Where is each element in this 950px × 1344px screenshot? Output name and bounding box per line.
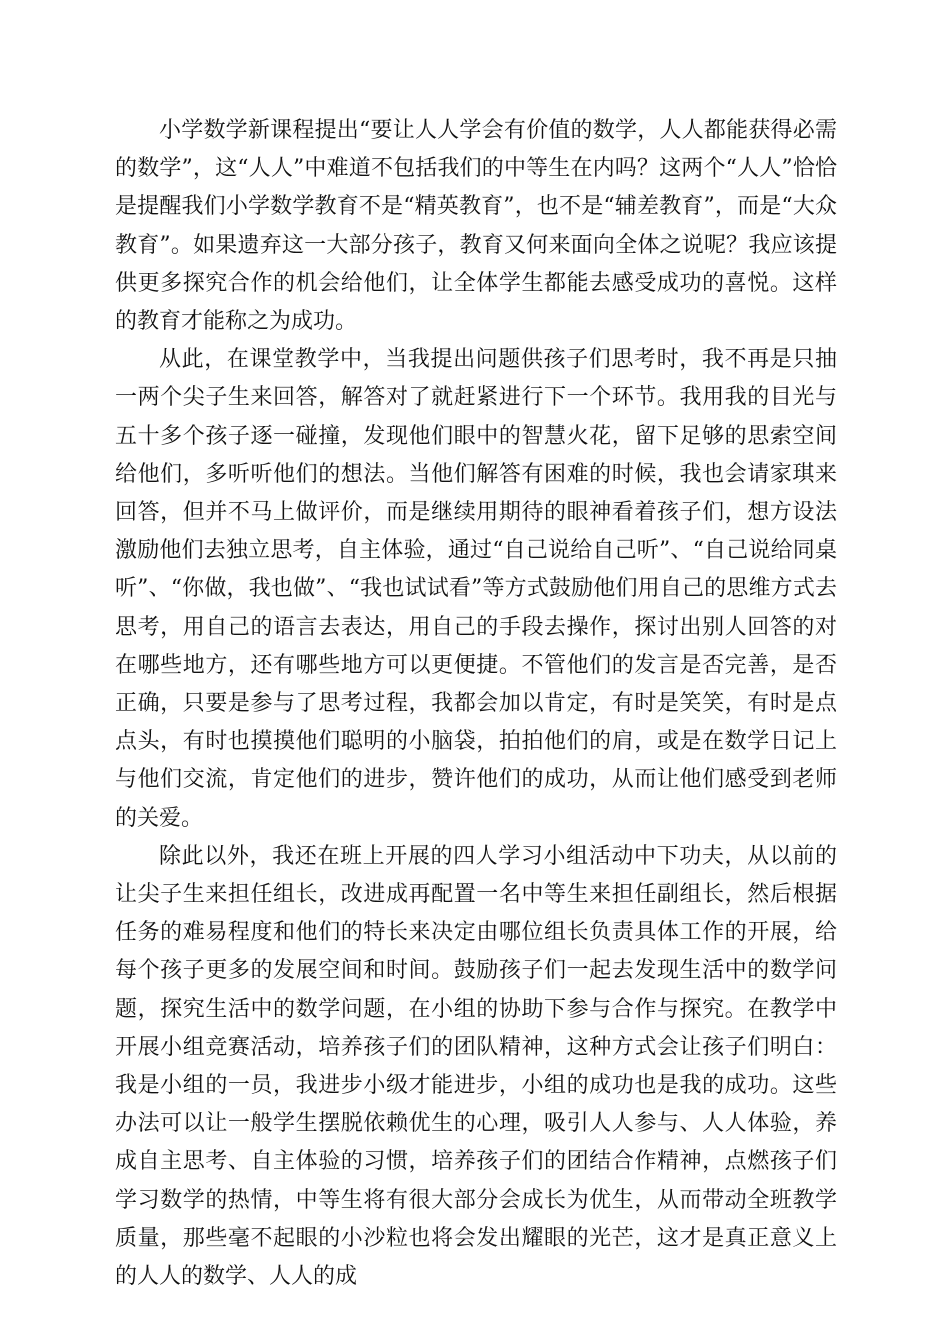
paragraph-2: 从此，在课堂教学中，当我提出问题供孩子们思考时，我不再是只抽一两个尖子生来回答，解答对了就赶紧进行下一个环节。我用我的目光与五十多个孩子逐一碰撞，发现他们眼中的智慧火花，留下足够的思索空间给他们，多听听他们的想法。当他们解答有困难的时候，我也会请家琪来回答，但并不马上做评价，而是继续用期待的眼神看着孩子们，想方设法激励他们去独立思考，自主体验，通过“自己说给自己听”、“自己说给同桌听”、“你做，我也做”、“我也试试看”等方式鼓励他们用自己的思维方式去思考，用自己的语言去表达，用自己的手段去操作，探讨出别人回答的对在哪些地方，还有哪些地方可以更便捷。不管他们的发言是否完善，是否正确，只要是参与了思考过程，我都会加以肯定，有时是笑笑，有时是点点头，有时也摸摸他们聪明的小脑袋，拍拍他们的肩，或是在数学日记上与他们交流，肯定他们的进步，赞许他们的成功，从而让他们感受到老师的关爱。 (115, 347, 837, 831)
paragraph-1: 小学数学新课程提出“要让人人学会有价值的数学，人人都能获得必需的数学”，这“人人”中难道不包括我们的中等生在内吗？这两个“人人”恰恰是提醒我们小学数学教育不是“精英教育”，也不是“辅差教育”，而是“大众教育”。如果遗弃这一大部分孩子，教育又何来面向全体之说呢？我应该提供更多探究合作的机会给他们，让全体学生都能去感受成功的喜悦。这样的教育才能称之为成功。 (115, 118, 837, 335)
document-page (115, 112, 837, 1296)
paragraph-3: 除此以外，我还在班上开展的四人学习小组活动中下功夫，从以前的让尖子生来担任组长，改进成再配置一名中等生来担任副组长，然后根据任务的难易程度和他们的特长来决定由哪位组长负责具体工作的开展，给每个孩子更多的发展空间和时间。鼓励孩子们一起去发现生活中的数学问题，探究生活中的数学问题，在小组的协助下参与合作与探究。在教学中开展小组竞赛活动，培养孩子们的团队精神，这种方式会让孩子们明白：我是小组的一员，我进步小级才能进步，小组的成功也是我的成功。这些办法可以让一般学生摆脱依赖优生的心理，吸引人人参与、人人体验，养成自主思考、自主体验的习惯，培养孩子们的团结合作精神，点燃孩子们学习数学的热情，中等生将有很大部分会成长为优生，从而带动全班教学质量，那些毫不起眼的小沙粒也将会发出耀眼的光芒，这才是真正意义上的人人的数学、人人的成 (115, 843, 837, 1290)
